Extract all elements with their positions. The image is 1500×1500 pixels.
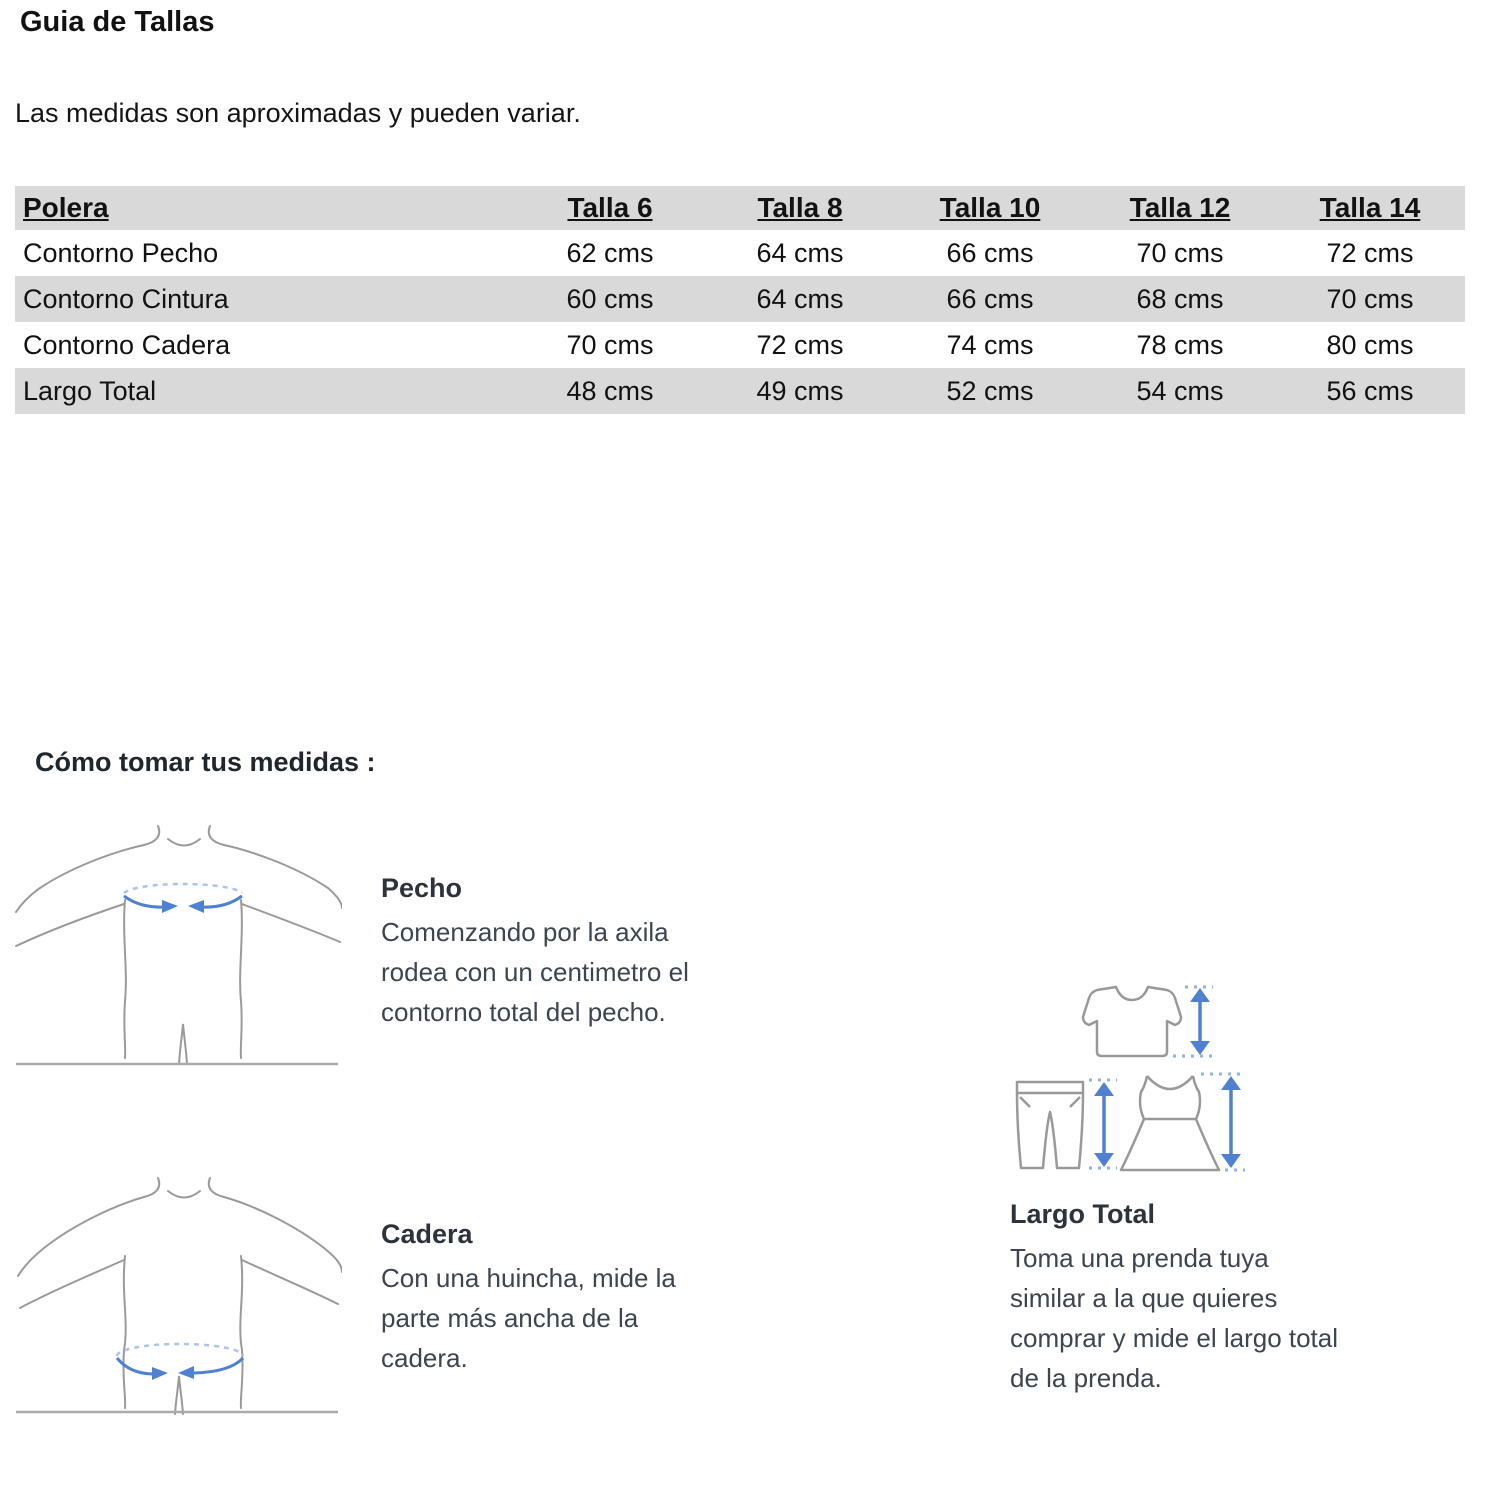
- pecho-description-line: rodea con un centimetro el: [381, 957, 689, 987]
- measurements-note: Las medidas son aproximadas y pueden variar.: [15, 98, 581, 128]
- table-cell: 70 cms: [566, 329, 654, 360]
- size-table: [15, 186, 1465, 414]
- cadera-heading: Cadera: [381, 1219, 473, 1249]
- table-cell: 54 cms: [1085, 368, 1275, 414]
- length-arrow-icon: [1221, 1076, 1241, 1168]
- size-table-header-cell: Polera: [15, 186, 515, 230]
- table-cell: 68 cms: [1085, 276, 1275, 322]
- length-arrow-icon: [1190, 988, 1210, 1055]
- table-cell: 80 cms: [1326, 329, 1414, 360]
- cadera-description-line: parte más ancha de la: [381, 1303, 639, 1333]
- table-cell: 64 cms: [756, 237, 844, 268]
- table-cell: 72 cms: [1326, 237, 1414, 268]
- table-cell: 48 cms: [515, 368, 705, 414]
- largo-description-line: Toma una prenda tuya: [1010, 1243, 1269, 1273]
- table-row-label: Contorno Pecho: [23, 237, 219, 268]
- largo-description-line: similar a la que quieres: [1010, 1283, 1278, 1313]
- dress-icon: [1121, 1076, 1219, 1170]
- table-row-label: Contorno Cadera: [23, 329, 231, 360]
- cadera-block: [381, 1214, 676, 1378]
- page-title: Guia de Tallas: [20, 6, 215, 38]
- table-cell: 66 cms: [946, 237, 1034, 268]
- table-cell: 78 cms: [1136, 329, 1224, 360]
- pecho-description-line: contorno total del pecho.: [381, 997, 666, 1027]
- largo-description-line: de la prenda.: [1010, 1363, 1162, 1393]
- pecho-block: [381, 868, 689, 1032]
- table-cell: 70 cms: [1136, 237, 1224, 268]
- pants-icon: [1017, 1082, 1083, 1168]
- table-row-label: Contorno Cintura: [15, 276, 515, 322]
- table-cell: 60 cms: [515, 276, 705, 322]
- table-cell: 49 cms: [705, 368, 895, 414]
- largo-total-heading: Largo Total: [1010, 1199, 1155, 1229]
- table-cell: 64 cms: [705, 276, 895, 322]
- table-cell: 66 cms: [895, 276, 1085, 322]
- garment-length-icons: [1005, 972, 1260, 1187]
- figure-chest-measure-icon: [12, 796, 342, 1072]
- table-cell: 56 cms: [1275, 368, 1465, 414]
- howto-section-title: Cómo tomar tus medidas :: [35, 747, 376, 777]
- pecho-heading: Pecho: [381, 873, 463, 903]
- table-cell: 52 cms: [895, 368, 1085, 414]
- size-table-header-cell: Talla 8: [705, 186, 895, 230]
- figure-hip-measure-icon: [12, 1150, 342, 1420]
- table-cell: 72 cms: [756, 329, 844, 360]
- tshirt-icon: [1083, 987, 1181, 1056]
- pecho-description-line: Comenzando por la axila: [381, 917, 669, 947]
- size-table-header-cell: Talla 12: [1085, 186, 1275, 230]
- largo-description-line: comprar y mide el largo total: [1010, 1323, 1339, 1353]
- table-cell: 62 cms: [566, 237, 654, 268]
- length-arrow-icon: [1094, 1082, 1114, 1167]
- size-table-header-cell: Talla 6: [515, 186, 705, 230]
- size-table-header-cell: Talla 14: [1275, 186, 1465, 230]
- table-cell: 74 cms: [946, 329, 1034, 360]
- cadera-description-line: Con una huincha, mide la: [381, 1263, 676, 1293]
- size-table-header-cell: Talla 10: [895, 186, 1085, 230]
- table-row-label: Largo Total: [15, 368, 515, 414]
- cadera-description-line: cadera.: [381, 1343, 468, 1373]
- largo-total-block: [1010, 1194, 1338, 1398]
- table-cell: 70 cms: [1275, 276, 1465, 322]
